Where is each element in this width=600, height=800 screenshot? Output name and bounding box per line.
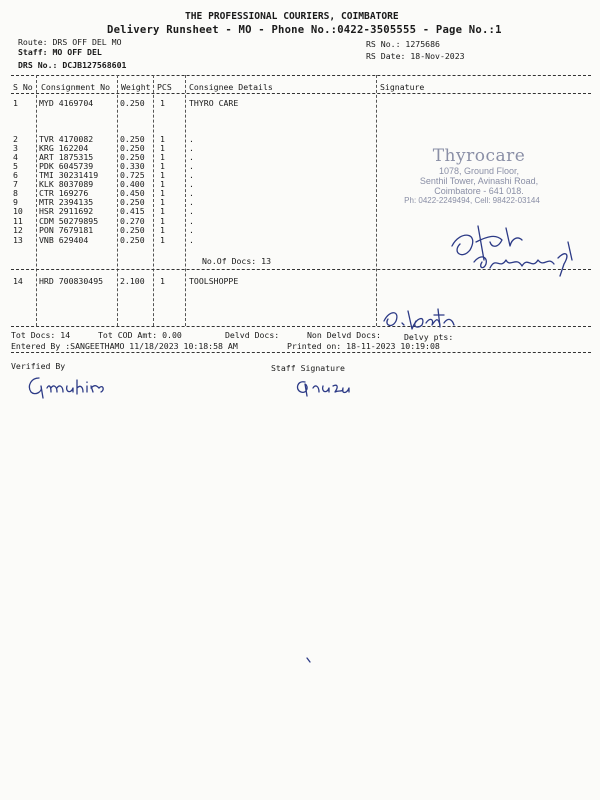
- printed-on: Printed on: 18-11-2023 10:19:08: [287, 341, 440, 351]
- col-header-weight: Weight: [121, 82, 151, 92]
- row-weight: 0.250: [120, 225, 145, 235]
- row-consignment-no: ART 1875315: [39, 152, 94, 162]
- row-sno: 1: [13, 98, 18, 108]
- row-consignment-no: HSR 2911692: [39, 206, 94, 216]
- row-weight: 0.450: [120, 188, 145, 198]
- row-consignee: .: [189, 197, 194, 207]
- row-sno: 10: [13, 206, 23, 216]
- total-cod-amount: Tot COD Amt: 0.00: [98, 330, 182, 340]
- row-sno: 11: [13, 216, 23, 226]
- row-pcs: 1: [160, 152, 165, 162]
- row-sno: 6: [13, 170, 18, 180]
- runsheet-subtitle: Delivery Runsheet - MO - Phone No.:0422-3505555 - Page No.:1: [107, 24, 502, 36]
- row-consignee: .: [189, 152, 194, 162]
- recipient-signature-1: [440, 220, 580, 280]
- row-consignment-no: KRG 162204: [39, 143, 89, 153]
- staff-label: Staff: MO OFF DEL: [18, 47, 102, 57]
- thyrocare-stamp: [394, 146, 564, 205]
- col-divider: [117, 75, 118, 326]
- row-weight: 0.250: [120, 134, 145, 144]
- row-pcs: 1: [160, 197, 165, 207]
- row-sno: 13: [13, 235, 23, 245]
- col-header-pcs: PCS: [157, 82, 172, 92]
- col-divider: [376, 75, 377, 326]
- pen-mark: [305, 656, 313, 664]
- row-sno: 3: [13, 143, 18, 153]
- no-of-docs: No.Of Docs: 13: [202, 256, 272, 266]
- rs-number: RS No.: 1275686: [366, 39, 440, 49]
- row-sno: 9: [13, 197, 18, 207]
- row-consignment-no: CTR 169276: [39, 188, 89, 198]
- rs-date: RS Date: 18-Nov-2023: [366, 51, 465, 61]
- col-header-consignee: Consignee Details: [189, 82, 273, 92]
- row-consignment-no: HRD 700830495: [39, 276, 104, 286]
- row-sno: 2: [13, 134, 18, 144]
- staff-signature: [293, 374, 363, 400]
- row-consignment-no: VNB 629404: [39, 235, 89, 245]
- row-weight: 0.250: [120, 235, 145, 245]
- row-consignment-no: PDK 6045739: [39, 161, 94, 171]
- row-consignee: .: [189, 170, 194, 180]
- stamp-line: Coimbatore - 641 018.: [434, 186, 524, 196]
- row-weight: 0.250: [120, 197, 145, 207]
- recipient-signature-2: [378, 303, 458, 333]
- row-sno: 8: [13, 188, 18, 198]
- row-consignee: .: [189, 235, 194, 245]
- row-consignee: .: [189, 188, 194, 198]
- row-consignee: .: [189, 134, 194, 144]
- row-consignee: THYRO CARE: [189, 98, 239, 108]
- non-delivered-docs: Non Delvd Docs:: [307, 330, 381, 340]
- table-header-rule: [11, 93, 591, 94]
- verifier-signature: [25, 372, 105, 400]
- row-consignee: TOOLSHOPPE: [189, 276, 239, 286]
- row-pcs: 1: [160, 170, 165, 180]
- row-consignment-no: MYD 4169704: [39, 98, 94, 108]
- row-pcs: 1: [160, 225, 165, 235]
- row-pcs: 1: [160, 276, 165, 286]
- col-header-sno: S No: [13, 82, 33, 92]
- row-weight: 2.100: [120, 276, 145, 286]
- row-consignment-no: PON 7679181: [39, 225, 94, 235]
- row-pcs: 1: [160, 161, 165, 171]
- col-divider: [36, 75, 37, 326]
- stamp-line: 1078, Ground Floor,: [438, 166, 520, 176]
- row-weight: 0.400: [120, 179, 145, 189]
- row-weight: 0.250: [120, 143, 145, 153]
- row-consignee: .: [189, 161, 194, 171]
- total-docs: Tot Docs: 14: [11, 330, 71, 340]
- row-sno: 7: [13, 179, 18, 189]
- row-consignment-no: TMI 30231419: [39, 170, 99, 180]
- row-pcs: 1: [160, 143, 165, 153]
- row-consignee: .: [189, 143, 194, 153]
- row-consignment-no: KLK 8037089: [39, 179, 94, 189]
- row-sno: 4: [13, 152, 18, 162]
- row-sno: 14: [13, 276, 23, 286]
- row-pcs: 1: [160, 98, 165, 108]
- row-sno: 12: [13, 225, 23, 235]
- col-divider: [185, 75, 186, 326]
- entered-by: Entered By :SANGEETHAMO 11/18/2023 10:18:58 AM: [11, 341, 238, 351]
- row-pcs: 1: [160, 179, 165, 189]
- row-weight: 0.330: [120, 161, 145, 171]
- table-bottom-rule: [11, 326, 591, 327]
- row-pcs: 1: [160, 235, 165, 245]
- row-weight: 0.270: [120, 216, 145, 226]
- row-pcs: 1: [160, 188, 165, 198]
- row-weight: 0.250: [120, 152, 145, 162]
- drs-number: DRS No.: DCJB127568601: [18, 60, 127, 70]
- company-title: THE PROFESSIONAL COURIERS, COIMBATORE: [185, 11, 399, 22]
- row-sno: 5: [13, 161, 18, 171]
- verified-by-label: Verified By: [11, 361, 66, 371]
- row-consignee: .: [189, 179, 194, 189]
- row-consignee: .: [189, 216, 194, 226]
- row-consignee: .: [189, 225, 194, 235]
- stamp-line: Ph: 0422-2249494, Cell: 98422-03144: [404, 196, 540, 205]
- route-label: Route: DRS OFF DEL MO: [18, 37, 122, 47]
- row-consignment-no: CDM 50279895: [39, 216, 99, 226]
- stamp-brand: Thyrocare: [432, 146, 526, 166]
- row-weight: 0.725: [120, 170, 145, 180]
- table-top-rule: [11, 75, 591, 76]
- delivered-docs: Delvd Docs:: [225, 330, 280, 340]
- col-header-signature: Signature: [380, 82, 425, 92]
- row-consignee: .: [189, 206, 194, 216]
- col-divider: [153, 75, 154, 326]
- stamp-line: Senthil Tower, Avinashi Road,: [419, 176, 539, 186]
- staff-signature-label: Staff Signature: [271, 363, 345, 373]
- row-pcs: 1: [160, 206, 165, 216]
- delivery-points: Delvy pts:: [404, 332, 454, 342]
- footer-rule: [11, 352, 591, 353]
- row-weight: 0.250: [120, 98, 145, 108]
- row-weight: 0.415: [120, 206, 145, 216]
- row-pcs: 1: [160, 134, 165, 144]
- row-pcs: 1: [160, 216, 165, 226]
- col-header-consignment: Consignment No: [41, 82, 111, 92]
- row-consignment-no: TVR 4170082: [39, 134, 94, 144]
- row-consignment-no: MTR 2394135: [39, 197, 94, 207]
